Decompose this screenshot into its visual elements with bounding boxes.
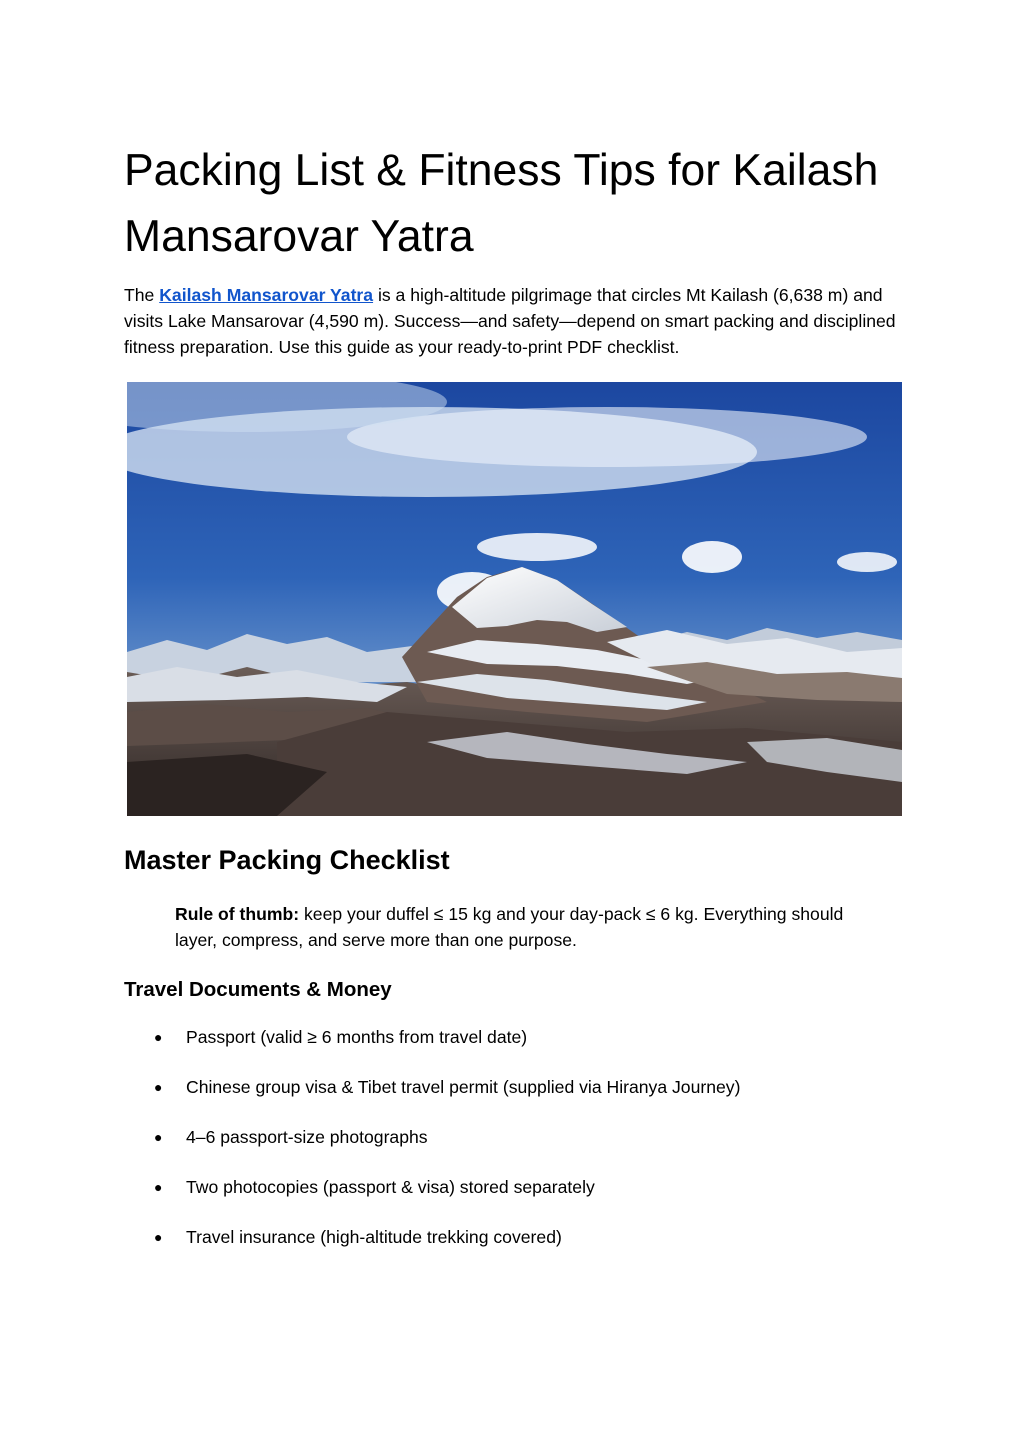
bullet-icon: ● <box>154 1229 163 1245</box>
list-item <box>150 1024 910 1074</box>
list-item-text: Travel insurance (high-altitude trekking covered) <box>186 1227 562 1247</box>
rule-of-thumb-text: keep your duffel ≤ 15 kg and your day-pack ≤ 6 kg. Everything should layer, compress, and serve more than one purpose. <box>175 904 844 950</box>
intro-prefix: The <box>124 285 160 305</box>
list-item-text: Chinese group visa & Tibet travel permit (supplied via Hiranya Journey) <box>186 1077 741 1097</box>
documents-list <box>150 1024 910 1274</box>
list-item <box>150 1124 910 1174</box>
bullet-icon: ● <box>154 1079 163 1095</box>
bullet-icon: ● <box>154 1179 163 1195</box>
kailash-yatra-link[interactable]: Kailash Mansarovar Yatra <box>159 285 374 305</box>
subsection-heading-documents: Travel Documents & Money <box>124 978 392 1001</box>
bullet-icon: ● <box>154 1129 163 1145</box>
mount-kailash-photo <box>127 382 902 816</box>
rule-of-thumb <box>175 901 875 953</box>
list-item <box>150 1074 910 1124</box>
bullet-icon: ● <box>154 1029 163 1045</box>
list-item-text: Two photocopies (passport & visa) stored separately <box>186 1177 595 1197</box>
list-item <box>150 1174 910 1224</box>
section-heading-packing: Master Packing Checklist <box>124 845 450 875</box>
intro-paragraph <box>124 282 914 360</box>
page-title: Packing List & Fitness Tips for Kailash Mansarovar Yatra <box>124 146 879 261</box>
list-item <box>150 1224 910 1274</box>
intro-suffix: is a high-altitude pilgrimage that circles Mt Kailash (6,638 m) and visits Lake Mansarovar (4,590 m). Success—and safety—depend on smart packing and disciplined fitness preparation. Use this guide as your ready-to-print PDF checklist. <box>124 285 896 357</box>
list-item-text: 4–6 passport-size photographs <box>186 1127 428 1147</box>
list-item-text: Passport (valid ≥ 6 months from travel date) <box>186 1027 528 1047</box>
rule-of-thumb-label: Rule of thumb: <box>175 904 300 924</box>
